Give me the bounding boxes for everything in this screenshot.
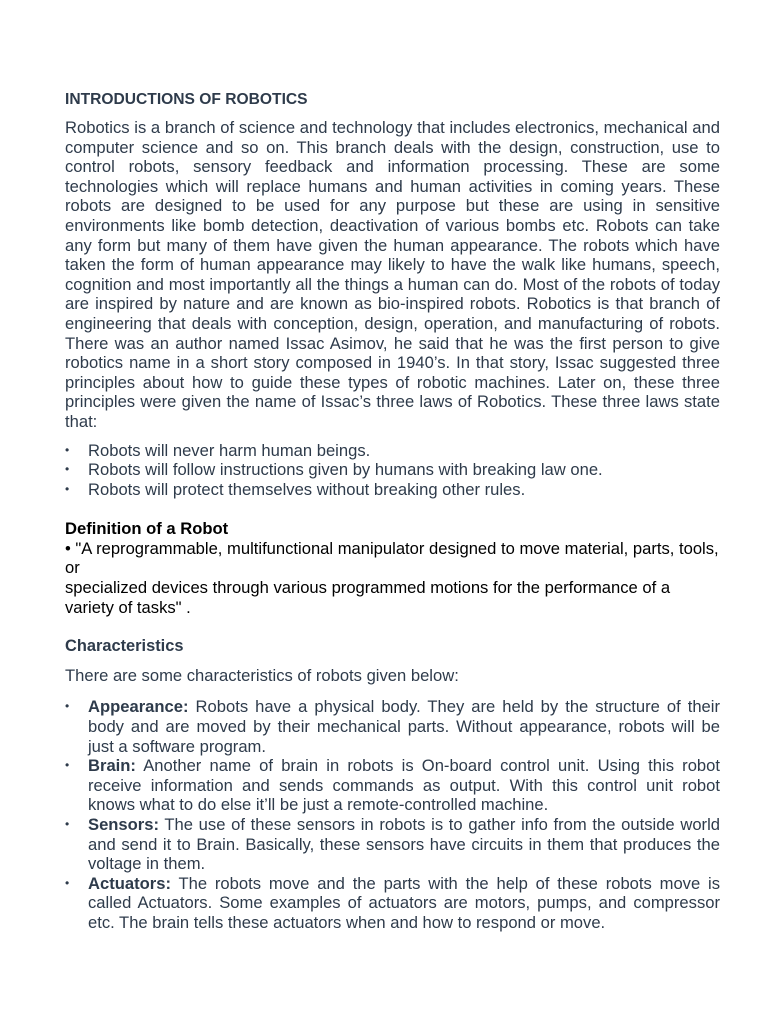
definition-section xyxy=(65,519,720,617)
characteristic-term: Actuators: xyxy=(88,873,171,893)
bullet-icon: • xyxy=(65,442,70,457)
definition-heading: Definition of a Robot xyxy=(65,519,229,539)
bullet-icon: • xyxy=(65,875,70,890)
characteristic-text: Robots have a physical body. They are held by the structure of their body and are moved by their mechanical parts. Without appearance, robots will be just a software program. xyxy=(88,697,720,756)
list-item xyxy=(65,441,720,461)
definition-line-1: • "A reprogrammable, multifunctional manipulator designed to move material, parts, tools, or xyxy=(65,538,719,578)
list-item xyxy=(65,756,720,815)
characteristics-intro: There are some characteristics of robots given below: xyxy=(65,665,459,685)
characteristic-text: The use of these sensors in robots is to gather info from the outside world and send it to Brain. Basically, these sensors have circuits in them that produces the voltage in them. xyxy=(88,815,720,874)
law-text: Robots will protect themselves without breaking other rules. xyxy=(88,479,526,499)
characteristic-term: Appearance: xyxy=(88,697,189,717)
list-item xyxy=(65,874,720,933)
intro-paragraph: Robotics is a branch of science and technology that includes electronics, mechanical and computer science and so on. This branch deals with the design, construction, use to control robots, sensory feedback and information processing. These are some technologies which will replace humans and human activities in coming years. These robots are designed to be used for any purpose but these are using in sensitive environments like bomb detection, deactivation of various bombs etc. Robots can take any form but many of them have given the human appearance. The robots which have taken the form of human appearance may likely to have the walk like humans, speech, cognition and most importantly all the things a human can do. Most of the robots of today are inspired by nature and are known as bio-inspired robots. Robotics is that branch of engineering that deals with conception, design, operation, and manufacturing of robots. There was an author named Issac Asimov, he said that he was the first person to give robotics name in a short story composed in 1940’s. In that story, Issac suggested three principles about how to guide these types of robotic machines. Later on, these three principles were given the name of Issac’s three laws of Robotics. These three laws state that: xyxy=(65,118,720,431)
characteristics-heading: Characteristics xyxy=(65,637,184,656)
characteristic-term: Brain: xyxy=(88,756,136,776)
laws-list xyxy=(65,441,720,500)
bullet-icon: • xyxy=(65,758,70,773)
list-item xyxy=(65,460,720,480)
list-item xyxy=(65,480,720,500)
bullet-icon: • xyxy=(65,462,70,477)
bullet-icon: • xyxy=(65,817,70,831)
list-item xyxy=(65,697,720,756)
bullet-icon: • xyxy=(65,481,70,496)
law-text: Robots will never harm human beings. xyxy=(88,440,371,460)
characteristic-text: The robots move and the parts with the help of these robots move is called Actuators. Some examples of actuators are motors, pumps, and compressor etc. The brain tells these actuators when and how to respond or move. xyxy=(88,873,720,932)
list-item xyxy=(65,815,720,874)
characteristic-term: Sensors: xyxy=(88,815,160,834)
characteristic-text: Another name of brain in robots is On-board control unit. Using this robot receive information and sends commands as output. With this control unit robot knows what to do else it’ll be just a remote-controlled machine. xyxy=(88,756,720,815)
characteristics-list xyxy=(65,697,720,932)
document-page xyxy=(65,90,720,933)
bullet-icon: • xyxy=(65,699,70,714)
definition-line-2: specialized devices through various programmed motions for the performance of a variety of tasks" . xyxy=(65,578,671,617)
law-text: Robots will follow instructions given by humans with breaking law one. xyxy=(88,460,603,480)
page-title: INTRODUCTIONS OF ROBOTICS xyxy=(65,91,308,108)
